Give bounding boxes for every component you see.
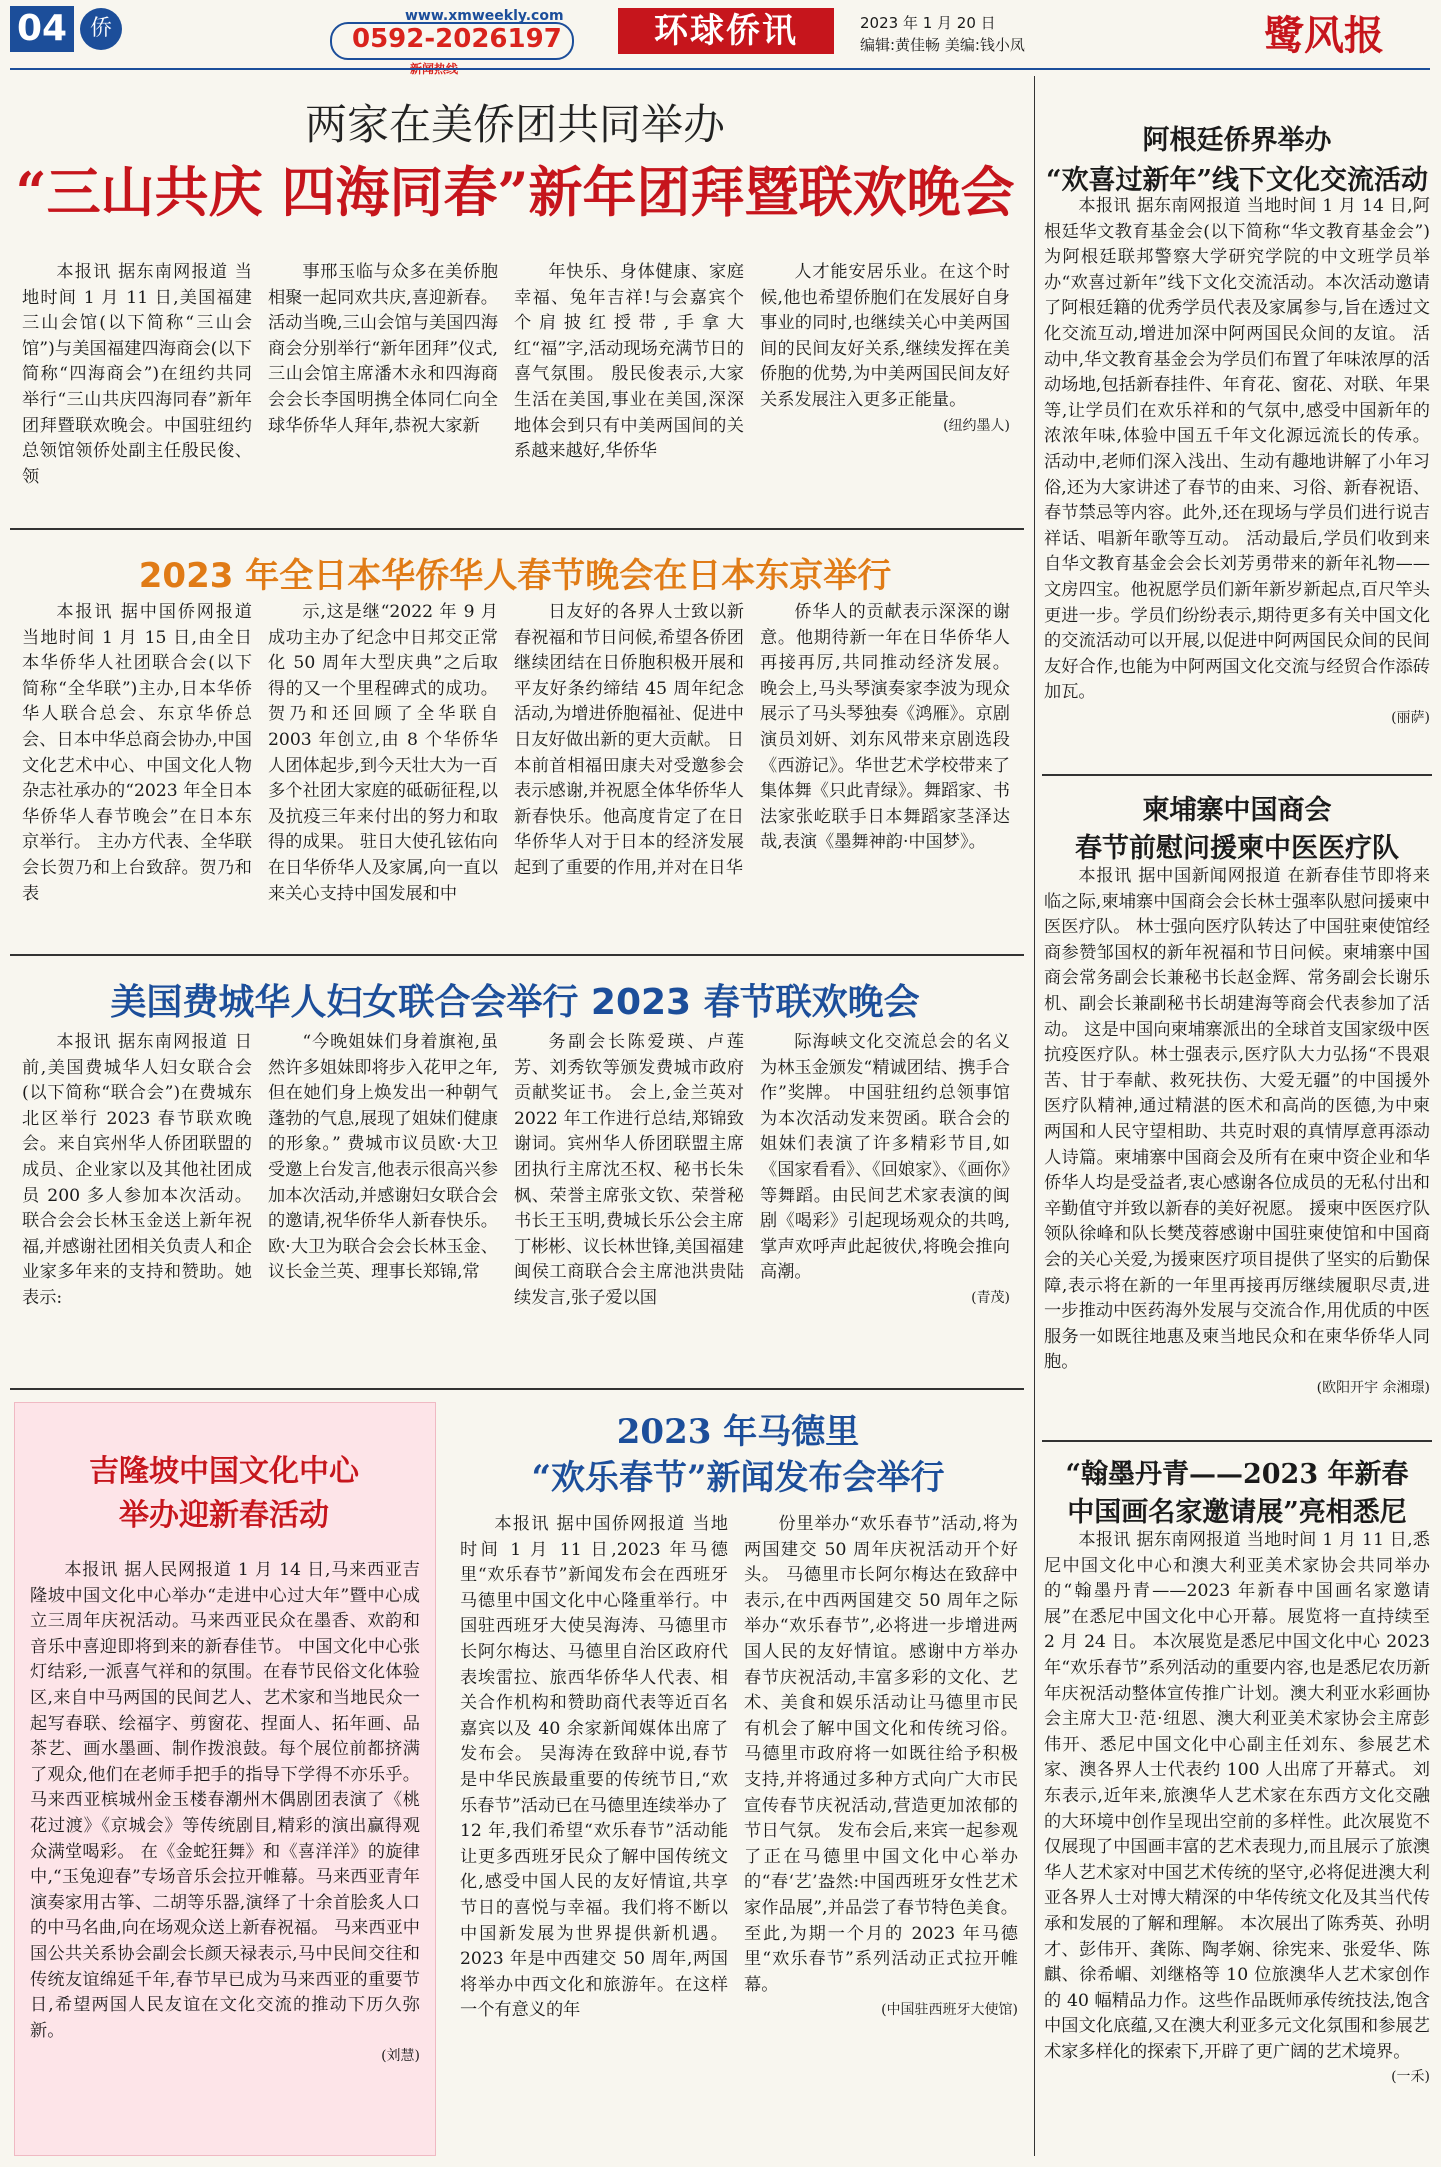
a6-body: 本报讯 据东南网报道 当地时间 1 月 14 日,阿根廷华文教育基金会(以下简称“华文教育基金会”)为阿根廷联邦警察大学研究学院的中文班学员举办“欢喜过新年”线下文化交流活动。本次活动邀请了阿根廷籍的优秀学员代表及家属参与,旨在透过文化交流互动,增进加深中阿两国民众间的友谊。 活动中,华文教育基金会为学员们布置了年味浓厚的活动场地,包括新春挂件、年育花、窗花、对联、年果等,让学员们在欢乐祥和的气氛中,感受中国新年的浓浓年味,体验中国五千年文化源远流长的传承。 活动中,老师们深入浅出、生动有趣地讲解了小年习俗,还为大家讲述了春节的由来、习俗、新春祝语、春节禁忌等内容。此外,还在现场与学员们进行说吉祥话、唱新年歌等互动。 活动最后,学员们收到来自华文教育基金会会长刘芳勇带来的新年礼物——文房四宝。他祝愿学员们新年新岁新起点,百尺竿头更进一步。学员们纷纷表示,期待更多有关中国文化的交流活动可以开展,以促进中阿两国民众间的民间友好合作,也能为中阿两国文化交流与经贸合作添砖加瓦。 (丽萨) bbox=[1044, 196, 1430, 726]
a3-col-2: “今晚姐妹们身着旗袍,虽然许多姐妹即将步入花甲之年,但在她们身上焕发出一种朝气蓬勃的气息,展现了姐妹们健康的形象。” 费城市议员欧·大卫受邀上台发言,他表示很高兴参加本次活动,并感谢妇女联合会的邀请,祝华侨华人新春快乐。欧·大卫为联合会会长林玉金、议长金兰英、理事长郑锦,常 bbox=[268, 1032, 498, 1283]
page-tag-badge: 侨 bbox=[80, 8, 122, 50]
a1-title: “三山共庆 四海同春”新年团拜暨联欢晚会 bbox=[15, 160, 1015, 224]
a4-title-1: 吉隆坡中国文化中心 bbox=[89, 1454, 359, 1489]
a2-title: 2023 年全日本华侨华人春节晚会在日本东京举行 bbox=[138, 556, 892, 596]
a5-title-2: “欢乐春节”新闻发布会举行 bbox=[531, 1458, 945, 1498]
page-number: 04 bbox=[10, 6, 74, 52]
a1-col-1: 本报讯 据东南网报道 当地时间 1 月 11 日,美国福建三山会馆(以下简称“三山会馆”)与美国福建四海商会(以下简称“四海商会”)在纽约共同举行“三山共庆四海同春”新年团拜暨联欢晚会。中国驻纽约总领馆领侨处副主任殷民俊、领 bbox=[22, 262, 252, 487]
a3-title: 美国费城华人妇女联合会举行 2023 春节联欢晚会 bbox=[110, 982, 920, 1023]
a1-col-2: 事邢玉临与众多在美侨胞相聚一起同欢共庆,喜迎新春。 活动当晚,三山会馆与美国四海商会分别举行“新年团拜”仪式,三山会馆主席潘木永和四海商会会长李国明携全体同仁向全球华侨华人拜年,恭祝大家新 bbox=[268, 262, 498, 436]
website: www.xmweekly.com bbox=[405, 8, 564, 24]
a5-col-1: 本报讯 据中国侨网报道 当地时间 1 月 11 日,2023 年马德里“欢乐春节”新闻发布会在西班牙马德里中国文化中心隆重举行。中国驻西班牙大使吴海涛、马德里市长阿尔梅达、马德里自治区政府代表埃雷拉、旅西华侨华人代表、相关合作机构和赞助商代表等近百名嘉宾以及 40 余家新闻媒体出席了发布会。 吴海涛在致辞中说,春节是中华民族最重要的传统节日,“欢乐春节”活动已在马德里连续举办了 12 年,我们希望“欢乐春节”活动能让更多西班牙民众了解中国传统文化,感受中国人民的友好情谊,共享节日的喜悦与幸福。我们将不断以中国新发展为世界提供新机遇。2023 年是中西建交 50 周年,两国将举办中西文化和旅游年。在这样一个有意义的年 bbox=[460, 1514, 728, 2021]
masthead-logo: 鹭风报 bbox=[1264, 12, 1384, 59]
a4-title-2: 举办迎新春活动 bbox=[119, 1498, 329, 1533]
a6-title-1: 阿根廷侨界举办 bbox=[1142, 125, 1332, 156]
rule-3 bbox=[10, 1388, 1024, 1390]
a3-col-1: 本报讯 据东南网报道 日前,美国费城华人妇女联合会(以下简称“联合会”)在费城东北区举行 2023 春节联欢晚会。来自宾州华人侨团联盟的成员、企业家以及其他社团成员 200 多人参加本次活动。 联合会会长林玉金送上新年祝福,并感谢社团相关负责人和企业家多年来的支持和赞助。她表示: bbox=[22, 1032, 252, 1308]
a8-title-2: 中国画名家邀请展”亮相悉尼 bbox=[1067, 1497, 1407, 1528]
hotline-number: 0592-2026197 bbox=[352, 24, 562, 54]
a2-col-3: 日友好的各界人士致以新春祝福和节日问候,希望各侨团继续团结在日侨胞积极开展和平友好条约缔结 45 周年纪念活动,为增进侨胞福祉、促进中日友好做出新的更大贡献。 日本前首相福田康夫对受邀参会表示感谢,并祝愿全体华侨华人新春快乐。他高度肯定了在日华侨华人对于日本的经济发展起到了重要的作用,并对在日华 bbox=[514, 602, 744, 878]
a8-body: 本报讯 据东南网报道 当地时间 1 月 11 日,悉尼中国文化中心和澳大利亚美术家协会共同举办的“翰墨丹青——2023 年新春中国画名家邀请展”在悉尼中国文化中心开幕。展览将一直持续至 2 月 24 日。 本次展览是悉尼中国文化中心 2023 年“欢乐春节”系列活动的重要内容,也是悉尼农历新年庆祝活动整体宣传推广计划。澳大利亚水彩画协会主席大卫·范·纽恩、澳大利亚美术家协会主席彭伟开、悉尼中国文化中心副主任刘东、参展艺术家、澳各界人士代表约 100 人出席了开幕式。 刘东表示,近年来,旅澳华人艺术家在东西方文化交融的大环境中创作呈现出空前的多样性。此次展览不仅展现了中国画丰富的艺术表现力,而且展示了旅澳华人艺术家对中国艺术传统的坚守,必将促进澳大利亚各界人士对博大精深的中华传统文化及其当代传承和发展的了解和理解。 本次展出了陈秀英、孙明才、彭伟开、龚陈、陶孝娴、徐宪来、张爱华、陈麒、徐希嵋、刘继格等 10 位旅澳华人艺术家创作的 40 幅精品力作。这些作品既师承传统技法,饱含中国文化底蕴,又在澳大利亚多元文化氛围和参展艺术家多样化的探索下,开辟了更广阔的艺术境界。 (一禾) bbox=[1044, 1530, 1430, 2086]
a1-col-3: 年快乐、身体健康、家庭幸福、兔年吉祥!与会嘉宾个个肩披红授带,手拿大红“福”字,活动现场充满节日的喜气氛围。 殷民俊表示,大家生活在美国,事业在美国,深深地体会到只有中美两国间的关系越来越好,华侨华 bbox=[514, 262, 744, 462]
a7-title-2: 春节前慰问援柬中医医疗队 bbox=[1075, 833, 1399, 864]
a5-col-2: 份里举办“欢乐春节”活动,将为两国建交 50 周年庆祝活动开个好头。 马德里市长阿尔梅达在致辞中表示,在中西两国建交 50 周年之际举办“欢乐春节”,必将进一步增进两国人民的友好情谊。感谢中方举办春节庆祝活动,丰富多彩的文化、艺术、美食和娱乐活动让马德里市民有机会了解中国文化和传统习俗。马德里市政府将一如既往给予积极支持,并将通过多种方式向广大市民宣传春节庆祝活动,营造更加浓郁的节日气氛。 发布会后,来宾一起参观了正在马德里中国文化中心举办的“春‘艺’盎然:中国西班牙女性艺术家作品展”,并品尝了春节特色美食。至此,为期一个月的 2023 年马德里“欢乐春节”系列活动正式拉开帷幕。 (中国驻西班牙大使馆) bbox=[744, 1514, 1018, 2019]
header-rule bbox=[10, 68, 1430, 70]
rule-2 bbox=[10, 954, 1024, 956]
editors: 编辑:黄佳畅 美编:钱小凤 bbox=[860, 36, 1025, 54]
a5-title-1: 2023 年马德里 bbox=[616, 1412, 860, 1452]
a3-col-4: 际海峡文化交流总会的名义为林玉金颁发“精诚团结、携手合作”奖牌。 中国驻纽约总领事馆为本次活动发来贺函。联合会的姐妹们表演了许多精彩节目,如《国家看看》、《回娘家》、《画你》等舞蹈。由民间艺术家表演的闽剧《喝彩》引起现场观众的共鸣,掌声欢呼声此起彼伏,将晚会推向高潮。 (青茂) bbox=[760, 1032, 1010, 1306]
a1-col-4: 人才能安居乐业。在这个时候,他也希望侨胞们在发展好自身事业的同时,也继续关心中美两国间的民间友好关系,继续发挥在美侨胞的优势,为中美两国民间友好关系发展注入更多正能量。 (纽约墨人) bbox=[760, 262, 1010, 434]
a2-col-1: 本报讯 据中国侨网报道 当地时间 1 月 15 日,由全日本华侨华人社团联合会(以下简称“全华联”)主办,日本华侨华人联合总会、东京华侨总会、日本中华总商会协办,中国文化艺术中心、中国文化人物杂志社承办的“2023 年全日本华侨华人春节晚会”在日本东京举行。 主办方代表、全华联会长贺乃和上台致辞。贺乃和表 bbox=[22, 602, 252, 904]
a7-body: 本报讯 据中国新闻网报道 在新春佳节即将来临之际,柬埔寨中国商会会长林士强率队慰问援柬中医医疗队。 林士强向医疗队转达了中国驻柬使馆经商参赞邹国权的新年祝福和节日问候。柬埔寨中国商会常务副会长兼秘书长赵金辉、常务副会长谢乐机、副会长兼副秘书长胡建海等商会代表参加了活动。 这是中国向柬埔寨派出的全球首支国家级中医抗疫医疗队。林士强表示,医疗队大力弘扬“不畏艰苦、甘于奉献、救死扶伤、大爱无疆”的中国援外医疗队精神,通过精湛的医术和高尚的医德,为中柬两国和人民守望相助、共克时艰的真情厚意再添动人诗篇。柬埔寨中国商会及所有在柬中资企业和华侨华人均是受益者,衷心感谢各位成员的无私付出和辛勤值守并致以新春的美好祝愿。 援柬中医医疗队领队徐峰和队长樊茂蓉感谢中国驻柬使馆和中国商会的关心关爱,为援柬医疗项目提供了坚实的后勤保障,表示将在新的一年里再接再厉继续履职尽责,进一步推动中医药海外发展与交流合作,用优质的中医服务一如既往地惠及柬当地民众和在柬华侨华人同胞。 (欧阳开宇 余湘璟) bbox=[1044, 866, 1430, 1396]
page-header bbox=[0, 0, 1441, 62]
a2-col-2: 示,这是继“2022 年 9 月成功主办了纪念中日邦交正常化 50 周年大型庆典”之后取得的又一个里程碑式的成功。贺乃和还回顾了全华联自 2003 年创立,由 8 个华侨华人团体起步,到今天壮大为一百多个社团大家庭的砥砺征程,以及抗疫三年来付出的努力和取得的成果。 驻日大使孔铉佑向在日华侨华人及家属,向一直以来关心支持中国发展和中 bbox=[268, 602, 498, 904]
rule-4 bbox=[1042, 774, 1432, 776]
rule-5 bbox=[1042, 1440, 1432, 1442]
a8-title-1: “翰墨丹青——2023 年新春 bbox=[1065, 1459, 1409, 1490]
issue-date: 2023 年 1 月 20 日 bbox=[860, 14, 996, 32]
a4-body: 本报讯 据人民网报道 1 月 14 日,马来西亚吉隆坡中国文化中心举办“走进中心过大年”暨中心成立三周年庆祝活动。马来西亚民众在墨香、欢韵和音乐中喜迎即将到来的新春佳节。 中国文化中心张灯结彩,一派喜气祥和的氛围。在春节民俗文化体验区,来自中马两国的民间艺人、艺术家和当地民众一起写春联、绘福字、剪窗花、捏面人、拓年画、品茶艺、画水墨画、制作拨浪鼓。每个展位前都挤满了观众,他们在老师手把手的指导下学得不亦乐乎。 马来西亚槟城州金玉楼春潮州木偶剧团表演了《桃花过渡》《京城会》等传统剧目,精彩的演出赢得观众满堂喝彩。 在《金蛇狂舞》和《喜洋洋》的旋律中,“玉兔迎春”专场音乐会拉开帷幕。马来西亚青年演奏家用古筝、二胡等乐器,演绎了十余首脍炙人口的中马名曲,向在场观众送上新春祝福。 马来西亚中国公共关系协会副会长颜天禄表示,马中民间交往和传统友谊绵延千年,春节早已成为马来西亚的重要节日,希望两国人民友谊在文化交流的推动下历久弥新。 (刘慧) bbox=[30, 1560, 420, 2065]
rule-1 bbox=[10, 528, 1024, 530]
a2-col-4: 侨华人的贡献表示深深的谢意。他期待新一年在日华侨华人再接再厉,共同推动经济发展。 晚会上,马头琴演奏家李波为现众展示了马头琴独奏《鸿雁》。京剧演员刘妍、刘东风带来京剧选段《西游记》。华世艺术学校带来了集体舞《只此青绿》。舞蹈家、书法家张屹联手日本舞蹈家茎泽达哉,表演《墨舞神韵·中国梦》。 bbox=[760, 602, 1010, 853]
a1-kicker: 两家在美侨团共同举办 bbox=[304, 100, 725, 149]
section-name: 环球侨讯 bbox=[618, 8, 834, 54]
a7-title-1: 柬埔寨中国商会 bbox=[1142, 795, 1332, 826]
a6-title-2: “欢喜过新年”线下文化交流活动 bbox=[1045, 165, 1429, 196]
column-divider bbox=[1034, 76, 1035, 2156]
a3-col-3: 务副会长陈爱瑛、卢莲芳、刘秀钦等颁发费城市政府贡献奖证书。 会上,金兰英对 2022 年工作进行总结,郑锦致谢词。宾州华人侨团联盟主席团执行主席沈丕权、秘书长朱枫、荣誉主席张文钦、荣誉秘书长王玉明,费城长乐公会主席丁彬彬、议长林世锋,美国福建闽侯工商联合会主席池洪贵陆续发言,张子爱以国 bbox=[514, 1032, 744, 1308]
